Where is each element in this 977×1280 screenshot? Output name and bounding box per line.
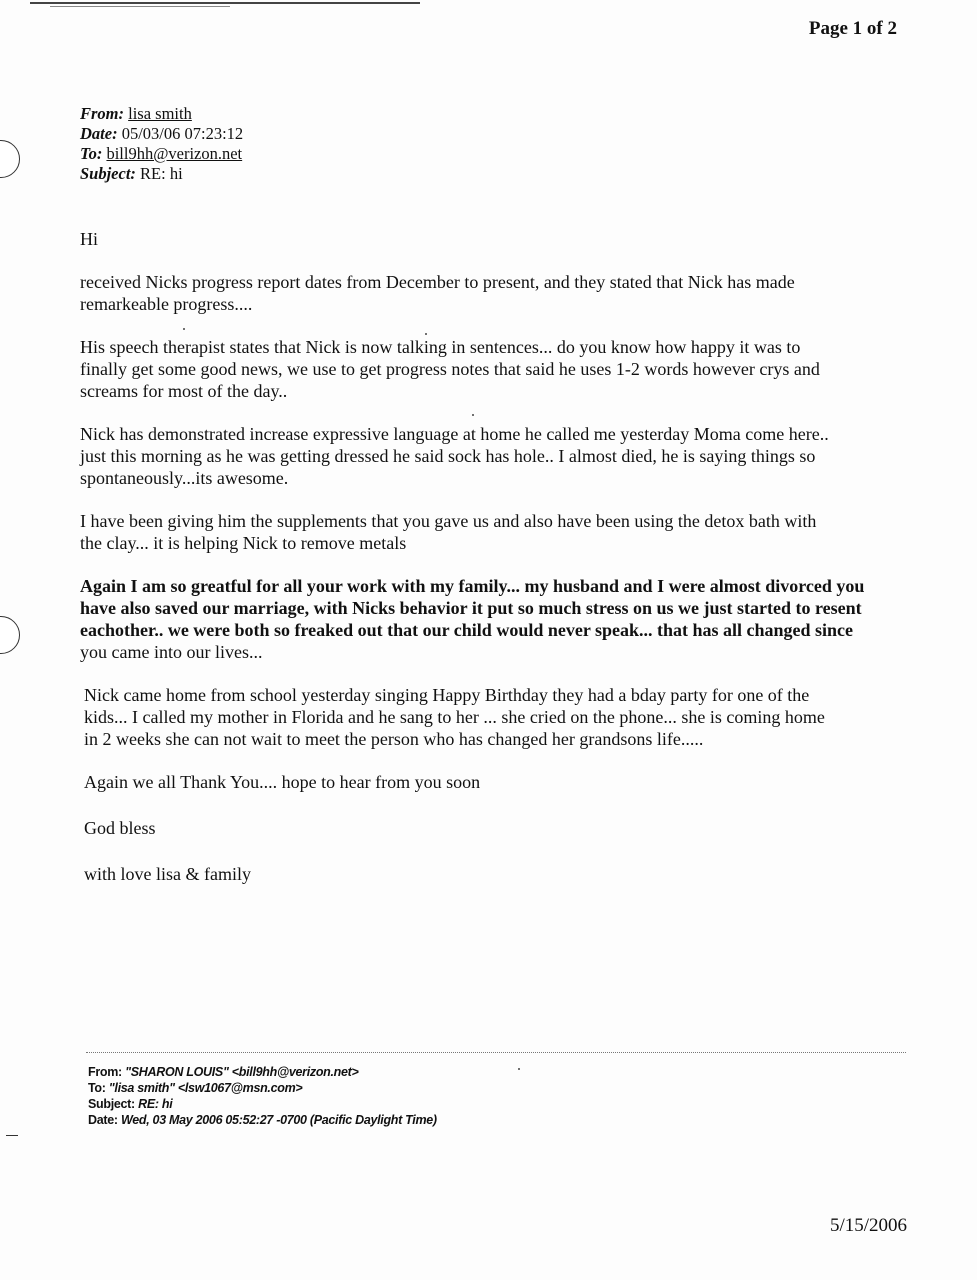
- body-line: the clay... it is helping Nick to remove metals: [80, 533, 407, 553]
- quoted-to-label: To:: [88, 1081, 106, 1095]
- page-number: Page 1 of 2: [808, 18, 897, 39]
- body-line: His speech therapist states that Nick is now talking in sentences... do you know how happy it was to: [80, 337, 801, 357]
- quoted-date-label: Date:: [88, 1113, 118, 1127]
- paragraph-birthday: [80, 684, 900, 750]
- body-line: have also saved our marriage, with Nicks behavior it put so much stress on us we just started to resent: [80, 598, 862, 618]
- body-line: finally get some good news, we use to get progress notes that said he uses 1-2 words however crys and: [80, 359, 820, 379]
- closing-thanks: Again we all Thank You.... hope to hear from you soon: [84, 772, 481, 792]
- scan-speck: [183, 328, 185, 330]
- quoted-subject-value: RE: hi: [138, 1097, 173, 1111]
- quoted-to-row: [88, 1080, 437, 1096]
- from-value: lisa smith: [128, 104, 192, 123]
- header-from-row: [80, 104, 243, 124]
- from-label: From:: [80, 104, 125, 123]
- edge-mark: [6, 1135, 18, 1136]
- body-line: received Nicks progress report dates from December to present, and they stated that Nick has made: [80, 272, 795, 292]
- signature: with love lisa & family: [84, 864, 251, 884]
- quoted-date-value: Wed, 03 May 2006 05:52:27 -0700 (Pacific Daylight Time): [120, 1113, 437, 1127]
- greeting: Hi: [80, 229, 98, 249]
- scan-speck: [425, 333, 427, 335]
- header-to-row: [80, 144, 243, 164]
- body-line: remarkeable progress....: [80, 294, 253, 314]
- subject-label: Subject:: [80, 164, 136, 183]
- quoted-subject-row: [88, 1096, 437, 1112]
- email-body: [80, 228, 900, 885]
- to-label: To:: [80, 144, 103, 163]
- date-label: Date:: [80, 124, 118, 143]
- body-line: Nick came home from school yesterday singing Happy Birthday they had a bday party for one of the: [84, 685, 810, 705]
- quoted-from-label: From:: [88, 1065, 122, 1079]
- print-date: 5/15/2006: [829, 1215, 907, 1236]
- body-line: eachother.. we were both so freaked out that our child would never speak... that has all changed since: [80, 620, 854, 640]
- paragraph-gratitude: [80, 575, 900, 663]
- body-line: screams for most of the day..: [80, 381, 288, 401]
- email-header: [80, 104, 243, 184]
- quoted-message-header: [88, 1064, 437, 1128]
- quoted-to-value: "lisa smith" <lsw1067@msn.com>: [108, 1081, 303, 1095]
- body-line: spontaneously...its awesome.: [80, 468, 289, 488]
- scan-speck: [472, 414, 474, 416]
- punch-hole-middle: [0, 616, 20, 654]
- quoted-subject-label: Subject:: [88, 1097, 135, 1111]
- closing-blessing: God bless: [84, 818, 156, 838]
- quoted-divider: [86, 1052, 906, 1053]
- quoted-from-row: [88, 1064, 437, 1080]
- header-subject-row: [80, 164, 243, 184]
- header-date-row: [80, 124, 243, 144]
- scan-speck: [518, 1068, 520, 1070]
- quoted-from-value: "SHARON LOUIS" <bill9hh@verizon.net>: [125, 1065, 359, 1079]
- subject-value: RE: hi: [140, 164, 183, 183]
- body-line: just this morning as he was getting dressed he said sock has hole.. I almost died, he is saying things so: [80, 446, 816, 466]
- body-line: kids... I called my mother in Florida and he sang to her ... she cried on the phone... she is coming home: [84, 707, 825, 727]
- body-line: you came into our lives...: [80, 642, 263, 662]
- paragraph-expressive-language: [80, 423, 900, 489]
- body-line: Nick has demonstrated increase expressive language at home he called me yesterday Moma come here..: [80, 424, 829, 444]
- date-value: 05/03/06 07:23:12: [121, 124, 244, 143]
- top-rule-secondary: [50, 6, 230, 7]
- paragraph-progress-report: [80, 271, 900, 315]
- paragraph-supplements: [80, 510, 900, 554]
- top-rule: [30, 2, 420, 4]
- to-value: bill9hh@verizon.net: [106, 144, 243, 163]
- quoted-date-row: [88, 1112, 437, 1128]
- body-line: I have been giving him the supplements that you gave us and also have been using the detox bath with: [80, 511, 817, 531]
- paragraph-speech-therapist: [80, 336, 900, 402]
- body-line: Again I am so greatful for all your work with my family... my husband and I were almost divorced you: [80, 576, 865, 596]
- body-line: in 2 weeks she can not wait to meet the person who has changed her grandsons life.....: [84, 729, 704, 749]
- punch-hole-top: [0, 140, 20, 178]
